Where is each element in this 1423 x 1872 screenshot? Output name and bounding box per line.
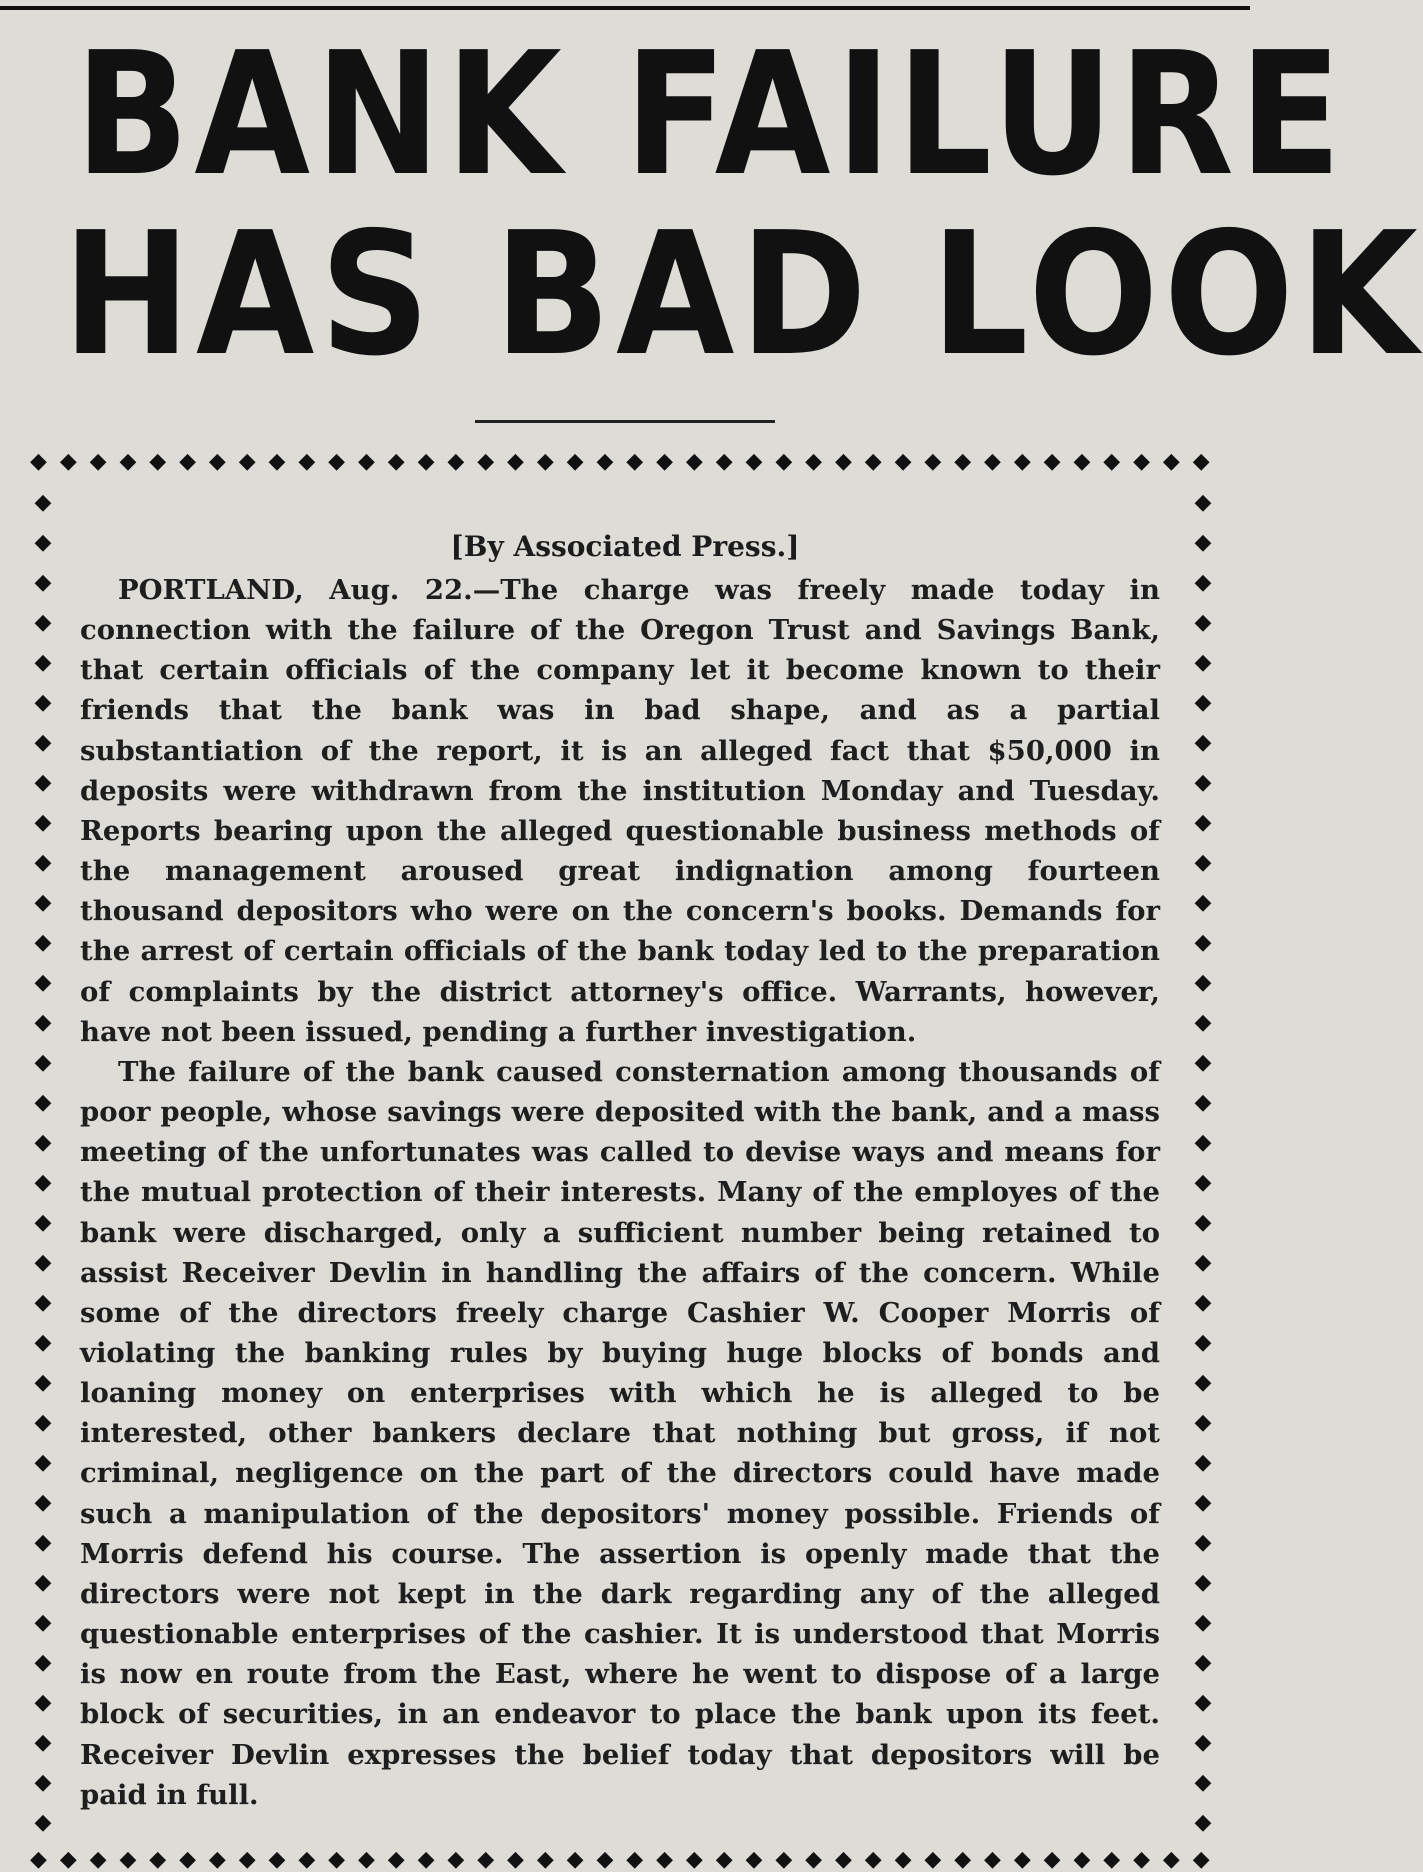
diamond-ornament-icon: ◆ [208,1846,226,1872]
diamond-ornament-icon: ◆ [298,1846,316,1872]
diamond-ornament-icon: ◆ [1194,1530,1212,1555]
diamond-ornament-icon: ◆ [1043,448,1061,474]
diamond-ornament-icon: ◆ [34,1250,52,1275]
diamond-ornament-icon: ◆ [179,448,196,474]
diamond-ornament-icon: ◆ [596,448,614,474]
diamond-ornament-icon: ◆ [34,650,52,675]
diamond-ornament-icon: ◆ [59,448,77,474]
diamond-border-top [30,448,1210,474]
diamond-ornament-icon: ◆ [328,1846,346,1872]
diamond-ornament-icon: ◆ [268,1846,286,1872]
diamond-ornament-icon: ◆ [1194,1090,1212,1115]
diamond-ornament-icon: ◆ [417,448,435,474]
diamond-ornament-icon: ◆ [34,1370,52,1395]
diamond-ornament-icon: ◆ [34,1170,52,1195]
diamond-ornament-icon: ◆ [1194,1770,1212,1795]
diamond-ornament-icon: ◆ [1194,1130,1212,1155]
diamond-ornament-icon: ◆ [924,448,942,474]
diamond-ornament-icon: ◆ [34,1050,52,1075]
diamond-ornament-icon: ◆ [34,1010,52,1035]
diamond-ornament-icon: ◆ [1194,1170,1212,1195]
diamond-ornament-icon: ◆ [685,1846,703,1872]
diamond-ornament-icon: ◆ [864,1846,882,1872]
diamond-ornament-icon: ◆ [34,1690,52,1715]
diamond-ornament-icon: ◆ [119,1846,137,1872]
diamond-ornament-icon: ◆ [1194,930,1212,955]
diamond-ornament-icon: ◆ [34,610,52,635]
diamond-ornament-icon: ◆ [268,448,286,474]
diamond-border-right [1190,490,1216,1835]
diamond-ornament-icon: ◆ [566,448,584,474]
diamond-ornament-icon: ◆ [1103,448,1121,474]
diamond-ornament-icon: ◆ [1194,1050,1212,1075]
diamond-ornament-icon: ◆ [715,1846,733,1872]
diamond-ornament-icon: ◆ [1013,448,1031,474]
diamond-ornament-icon: ◆ [1133,1846,1150,1872]
diamond-ornament-icon: ◆ [924,1846,942,1872]
headline-line-2: HAS BAD LOOK [62,196,1423,394]
article-paragraph-2: The failure of the bank caused consternation among thousands of poor people, whose savings were deposited with the bank, and a mass meeting of the unfortunates was called to devise ways and means for the mutual protection of their interests. Many of the employes of the bank were discharged, only a sufficient number being retained to assist Receiver Devlin in handling the affairs of the concern. While some of the directors freely charge Cashier W. Cooper Morris of violating the banking rules by buying huge blocks of bonds and loaning money on enterprises with which he is alleged to be interested, other bankers declare that nothing but gross, if not criminal, negligence on the part of the directors could have made such a manipulation of the depositors' money possible. Friends of Morris defend his course. The assertion is openly made that the directors were not kept in the dark regarding any of the alleged questionable enterprises of the cashier. It is understood that Morris is now en route from the East, where he went to dispose of a large block of securities, in an endeavor to place the bank upon its feet. Receiver Devlin expresses the belief today that depositors will be paid in full. [80,1055,1160,1811]
diamond-ornament-icon: ◆ [298,448,316,474]
diamond-ornament-icon: ◆ [834,1846,852,1872]
top-rule [0,6,1250,10]
diamond-ornament-icon: ◆ [34,1570,52,1595]
diamond-ornament-icon: ◆ [34,1610,52,1635]
diamond-ornament-icon: ◆ [328,448,346,474]
diamond-ornament-icon: ◆ [34,810,52,835]
diamond-ornament-icon: ◆ [59,1846,77,1872]
diamond-ornament-icon: ◆ [715,448,733,474]
diamond-ornament-icon: ◆ [1194,1690,1212,1715]
diamond-ornament-icon: ◆ [179,1846,196,1872]
diamond-ornament-icon: ◆ [34,970,52,995]
diamond-ornament-icon: ◆ [30,448,47,474]
diamond-ornament-icon: ◆ [1194,770,1212,795]
diamond-ornament-icon: ◆ [34,1490,52,1515]
diamond-ornament-icon: ◆ [1194,1610,1212,1635]
diamond-ornament-icon: ◆ [984,1846,1001,1872]
diamond-ornament-icon: ◆ [596,1846,614,1872]
diamond-ornament-icon: ◆ [1194,650,1212,675]
diamond-ornament-icon: ◆ [685,448,703,474]
diamond-ornament-icon: ◆ [1194,1570,1212,1595]
diamond-ornament-icon: ◆ [805,448,823,474]
diamond-ornament-icon: ◆ [34,1770,52,1795]
diamond-ornament-icon: ◆ [1194,490,1212,515]
diamond-border-bottom [30,1846,1210,1872]
diamond-ornament-icon: ◆ [89,448,107,474]
diamond-ornament-icon: ◆ [477,448,495,474]
diamond-ornament-icon: ◆ [1103,1846,1121,1872]
diamond-ornament-icon: ◆ [1162,1846,1180,1872]
diamond-ornament-icon: ◆ [34,490,52,515]
diamond-ornament-icon: ◆ [34,850,52,875]
diamond-ornament-icon: ◆ [238,1846,256,1872]
diamond-ornament-icon: ◆ [1194,1810,1212,1835]
diamond-ornament-icon: ◆ [566,1846,584,1872]
byline: [By Associated Press.] [450,530,800,563]
diamond-ornament-icon: ◆ [1194,1650,1212,1675]
diamond-ornament-icon: ◆ [1194,1250,1212,1275]
diamond-ornament-icon: ◆ [1194,610,1212,635]
diamond-ornament-icon: ◆ [1162,448,1180,474]
diamond-ornament-icon: ◆ [1192,1846,1210,1872]
diamond-ornament-icon: ◆ [34,930,52,955]
diamond-ornament-icon: ◆ [1194,970,1212,995]
diamond-ornament-icon: ◆ [1194,1730,1212,1755]
diamond-ornament-icon: ◆ [656,448,673,474]
diamond-ornament-icon: ◆ [1073,448,1091,474]
diamond-ornament-icon: ◆ [34,1410,52,1435]
diamond-ornament-icon: ◆ [1194,1490,1212,1515]
article-paragraph-1: PORTLAND, Aug. 22.—The charge was freely made today in connection with the failure of the Oregon Trust and Savings Bank, that certain officials of the company let it become known to their friends that the bank was in bad shape, and as a partial substantiation of the report, it is an alleged fact that $50,000 in deposits were withdrawn from the institution Monday and Tuesday. Reports bearing upon the alleged questionable business methods of the management aroused great indignation among fourteen thousand depositors who were on the concern's books. Demands for the arrest of certain officials of the bank today led to the preparation of complaints by the district attorney's office. Warrants, however, have not been issued, pending a further investigation. [80,574,1160,1048]
diamond-ornament-icon: ◆ [775,448,793,474]
diamond-ornament-icon: ◆ [34,890,52,915]
diamond-ornament-icon: ◆ [1194,1330,1212,1355]
diamond-ornament-icon: ◆ [34,1450,52,1475]
diamond-ornament-icon: ◆ [507,448,524,474]
diamond-ornament-icon: ◆ [626,448,644,474]
diamond-ornament-icon: ◆ [1194,1410,1212,1435]
diamond-ornament-icon: ◆ [1194,730,1212,755]
diamond-ornament-icon: ◆ [507,1846,524,1872]
diamond-ornament-icon: ◆ [149,448,167,474]
diamond-ornament-icon: ◆ [984,448,1001,474]
diamond-ornament-icon: ◆ [417,1846,435,1872]
diamond-ornament-icon: ◆ [30,1846,47,1872]
diamond-ornament-icon: ◆ [1194,810,1212,835]
diamond-ornament-icon: ◆ [34,1530,52,1555]
diamond-ornament-icon: ◆ [208,448,226,474]
diamond-ornament-icon: ◆ [34,530,52,555]
diamond-ornament-icon: ◆ [34,730,52,755]
diamond-ornament-icon: ◆ [238,448,256,474]
diamond-ornament-icon: ◆ [1194,530,1212,555]
diamond-ornament-icon: ◆ [954,448,972,474]
diamond-ornament-icon: ◆ [34,1730,52,1755]
diamond-ornament-icon: ◆ [34,570,52,595]
diamond-ornament-icon: ◆ [447,1846,465,1872]
diamond-ornament-icon: ◆ [1194,570,1212,595]
diamond-ornament-icon: ◆ [34,1290,52,1315]
diamond-ornament-icon: ◆ [34,1210,52,1235]
diamond-ornament-icon: ◆ [1194,1370,1212,1395]
diamond-ornament-icon: ◆ [1013,1846,1031,1872]
diamond-ornament-icon: ◆ [34,1650,52,1675]
diamond-ornament-icon: ◆ [775,1846,793,1872]
diamond-ornament-icon: ◆ [1194,890,1212,915]
headline-divider [475,420,775,423]
diamond-ornament-icon: ◆ [34,1090,52,1115]
diamond-ornament-icon: ◆ [357,1846,375,1872]
diamond-ornament-icon: ◆ [447,448,465,474]
diamond-ornament-icon: ◆ [89,1846,107,1872]
diamond-ornament-icon: ◆ [149,1846,167,1872]
diamond-ornament-icon: ◆ [477,1846,495,1872]
diamond-ornament-icon: ◆ [745,1846,763,1872]
diamond-ornament-icon: ◆ [805,1846,823,1872]
diamond-ornament-icon: ◆ [1194,1290,1212,1315]
diamond-ornament-icon: ◆ [34,770,52,795]
diamond-ornament-icon: ◆ [34,1810,52,1835]
diamond-ornament-icon: ◆ [954,1846,972,1872]
article-body [80,570,1160,1815]
diamond-ornament-icon: ◆ [357,448,375,474]
diamond-ornament-icon: ◆ [626,1846,644,1872]
diamond-ornament-icon: ◆ [119,448,137,474]
diamond-border-left [30,490,56,1835]
diamond-ornament-icon: ◆ [834,448,852,474]
diamond-ornament-icon: ◆ [1133,448,1150,474]
diamond-ornament-icon: ◆ [387,1846,405,1872]
diamond-ornament-icon: ◆ [894,1846,912,1872]
diamond-ornament-icon: ◆ [894,448,912,474]
diamond-ornament-icon: ◆ [536,1846,554,1872]
diamond-ornament-icon: ◆ [1194,1450,1212,1475]
diamond-ornament-icon: ◆ [387,448,405,474]
diamond-ornament-icon: ◆ [1194,850,1212,875]
diamond-ornament-icon: ◆ [1194,1010,1212,1035]
diamond-ornament-icon: ◆ [1073,1846,1091,1872]
diamond-ornament-icon: ◆ [656,1846,673,1872]
headline-line-1: BANK FAILURE [75,16,1347,214]
diamond-ornament-icon: ◆ [34,1130,52,1155]
diamond-ornament-icon: ◆ [745,448,763,474]
diamond-ornament-icon: ◆ [1194,1210,1212,1235]
diamond-ornament-icon: ◆ [1194,690,1212,715]
diamond-ornament-icon: ◆ [34,1330,52,1355]
diamond-ornament-icon: ◆ [34,690,52,715]
diamond-ornament-icon: ◆ [1192,448,1210,474]
diamond-ornament-icon: ◆ [864,448,882,474]
diamond-ornament-icon: ◆ [1043,1846,1061,1872]
diamond-ornament-icon: ◆ [536,448,554,474]
